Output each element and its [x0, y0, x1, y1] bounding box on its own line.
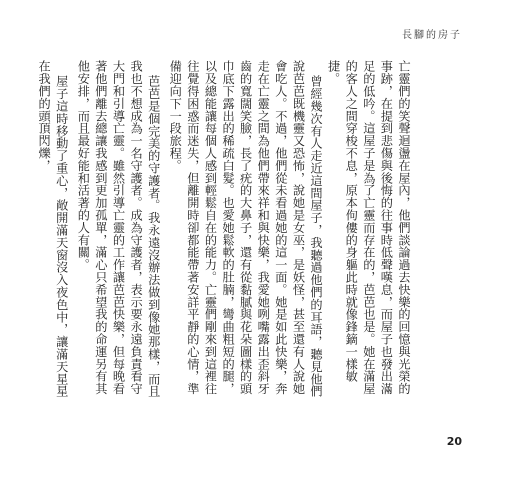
paragraph-4: 屋子這時移動了重心，敞開滿天窗沒入夜色中，讓滿天星星在我們的頭頂閃爍，: [37, 60, 69, 398]
body-text: [37, 60, 412, 400]
running-header: 長腳的房子: [402, 30, 462, 41]
paragraph-2: 曾經幾次有人走近這間屋子，我聽過他們的耳語，聽見他們說芭芭既機靈又恐怖，說她是女巫，是妖怪，甚至還有人說她會吃人。不過，他們從未看過她的這一面。她是如此快樂，奔走在亡靈之間為他們帶來祥和與快樂，我愛她咧嘴露出歪斜牙齒的寬闊笑臉，長了疣的大鼻子，還有從黏膩與花朵圖樣的頭巾底下露出的稀疏白髮。也愛她鬆軟的肚腩，彎曲粗短的腿，以及總能讓每個人感到輕鬆自在的能力。亡靈們剛來到這裡往往覺得困惑而迷失，但離開時卻都能帶著安詳平靜的心情，準備迎向下一段旅程。: [168, 60, 324, 398]
page-number: 20: [446, 435, 462, 448]
paragraph-3: 芭芭是個完美的守護者。我永遠沒辦法做到像她那樣，而且我也不想成為一名守護者。成為守護者，表示要永遠負責看守大門和引導亡靈。雖然引導亡靈的工作讓芭芭快樂，但每晚看著他們離去總讓我感到更加孤單，滿心只希望我的命運另有其他安排，而且最好能和活著的人有關。: [76, 60, 161, 398]
paragraph-1: 亡靈們的笑聲迴盪在屋內，他們談論過去快樂的回憶與光榮的事跡，在提到悲傷與後悔的往事時低聲嘆息，而屋子也發出滿足的低吟。這屋子是為了亡靈而存在的，芭芭也是。她在滿屋的客人之間穿梭不息，原本佝僂的身軀此時就像鋒鏑一樣敏捷。: [326, 60, 411, 395]
